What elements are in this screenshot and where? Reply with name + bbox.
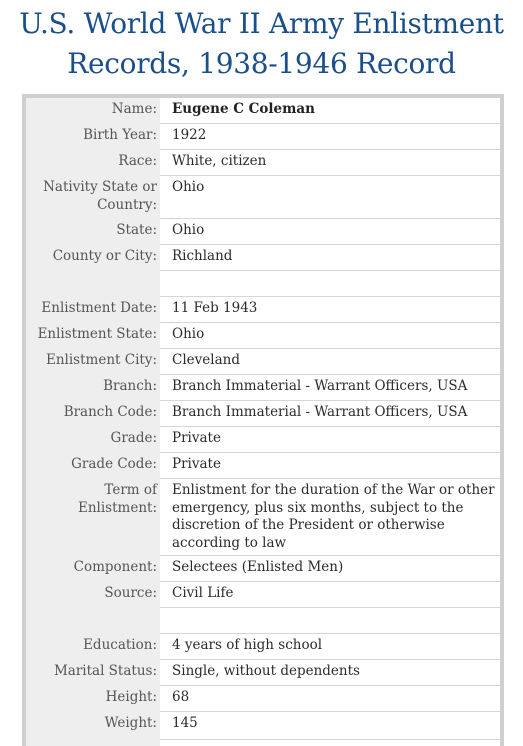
page-title-line-2: Records, 1938-1946 Record [67,47,456,80]
height-label: Height: [26,686,160,712]
row-birth-year [26,124,500,150]
race-label: Race: [26,150,160,176]
marital-label: Marital Status: [26,660,160,686]
page-title-line-1: U.S. World War II Army Enlistment [19,7,504,40]
weight-label: Weight: [26,712,160,740]
county-value: Richland [160,245,500,271]
enlistment-date-value: 11 Feb 1943 [160,297,500,323]
grade-value: Private [160,427,500,453]
row-source [26,582,500,608]
spacer-2-value [160,608,500,634]
spacer-label [26,271,160,297]
row-race [26,150,500,176]
county-label: County or City: [26,245,160,271]
row-bottom-padding [26,740,500,746]
row-weight [26,712,500,740]
education-label: Education: [26,634,160,660]
name-value: Eugene C Coleman [160,98,500,124]
branch-code-value: Branch Immaterial - Warrant Officers, USA [160,401,500,427]
grade-label: Grade: [26,427,160,453]
birth-year-label: Birth Year: [26,124,160,150]
education-value: 4 years of high school [160,634,500,660]
enlistment-city-label: Enlistment City: [26,349,160,375]
row-grade-code [26,453,500,479]
name-label: Name: [26,98,160,124]
state-label: State: [26,219,160,245]
grade-code-value: Private [160,453,500,479]
branch-label: Branch: [26,375,160,401]
nativity-value: Ohio [160,176,500,219]
enlistment-state-value: Ohio [160,323,500,349]
source-label: Source: [26,582,160,608]
row-name [26,98,500,124]
row-enlistment-date [26,297,500,323]
row-branch [26,375,500,401]
record-table [26,98,500,746]
row-grade [26,427,500,453]
branch-code-label: Branch Code: [26,401,160,427]
enlistment-city-value: Cleveland [160,349,500,375]
row-state [26,219,500,245]
row-education [26,634,500,660]
state-value: Ohio [160,219,500,245]
bottom-label [26,740,160,746]
component-label: Component: [26,556,160,582]
row-spacer-2 [26,608,500,634]
term-value: Enlistment for the duration of the War or other emergency, plus six months, subject to the discretion of the President or otherwise according to law [160,479,500,556]
marital-value: Single, without dependents [160,660,500,686]
branch-value: Branch Immaterial - Warrant Officers, USA [160,375,500,401]
page-title [0,4,523,84]
nativity-label: Nativity State or Country: [26,176,160,219]
race-value: White, citizen [160,150,500,176]
row-enlistment-state [26,323,500,349]
term-label: Term of Enlistment: [26,479,160,556]
height-value: 68 [160,686,500,712]
row-branch-code [26,401,500,427]
bottom-value [160,740,500,746]
row-term [26,479,500,556]
row-component [26,556,500,582]
birth-year-value: 1922 [160,124,500,150]
row-marital [26,660,500,686]
row-nativity [26,176,500,219]
row-height [26,686,500,712]
row-spacer [26,271,500,297]
spacer-value [160,271,500,297]
component-value: Selectees (Enlisted Men) [160,556,500,582]
enlistment-state-label: Enlistment State: [26,323,160,349]
record-panel [22,94,504,746]
row-enlistment-city [26,349,500,375]
spacer-2-label [26,608,160,634]
row-county [26,245,500,271]
weight-value: 145 [160,712,500,740]
source-value: Civil Life [160,582,500,608]
grade-code-label: Grade Code: [26,453,160,479]
enlistment-date-label: Enlistment Date: [26,297,160,323]
